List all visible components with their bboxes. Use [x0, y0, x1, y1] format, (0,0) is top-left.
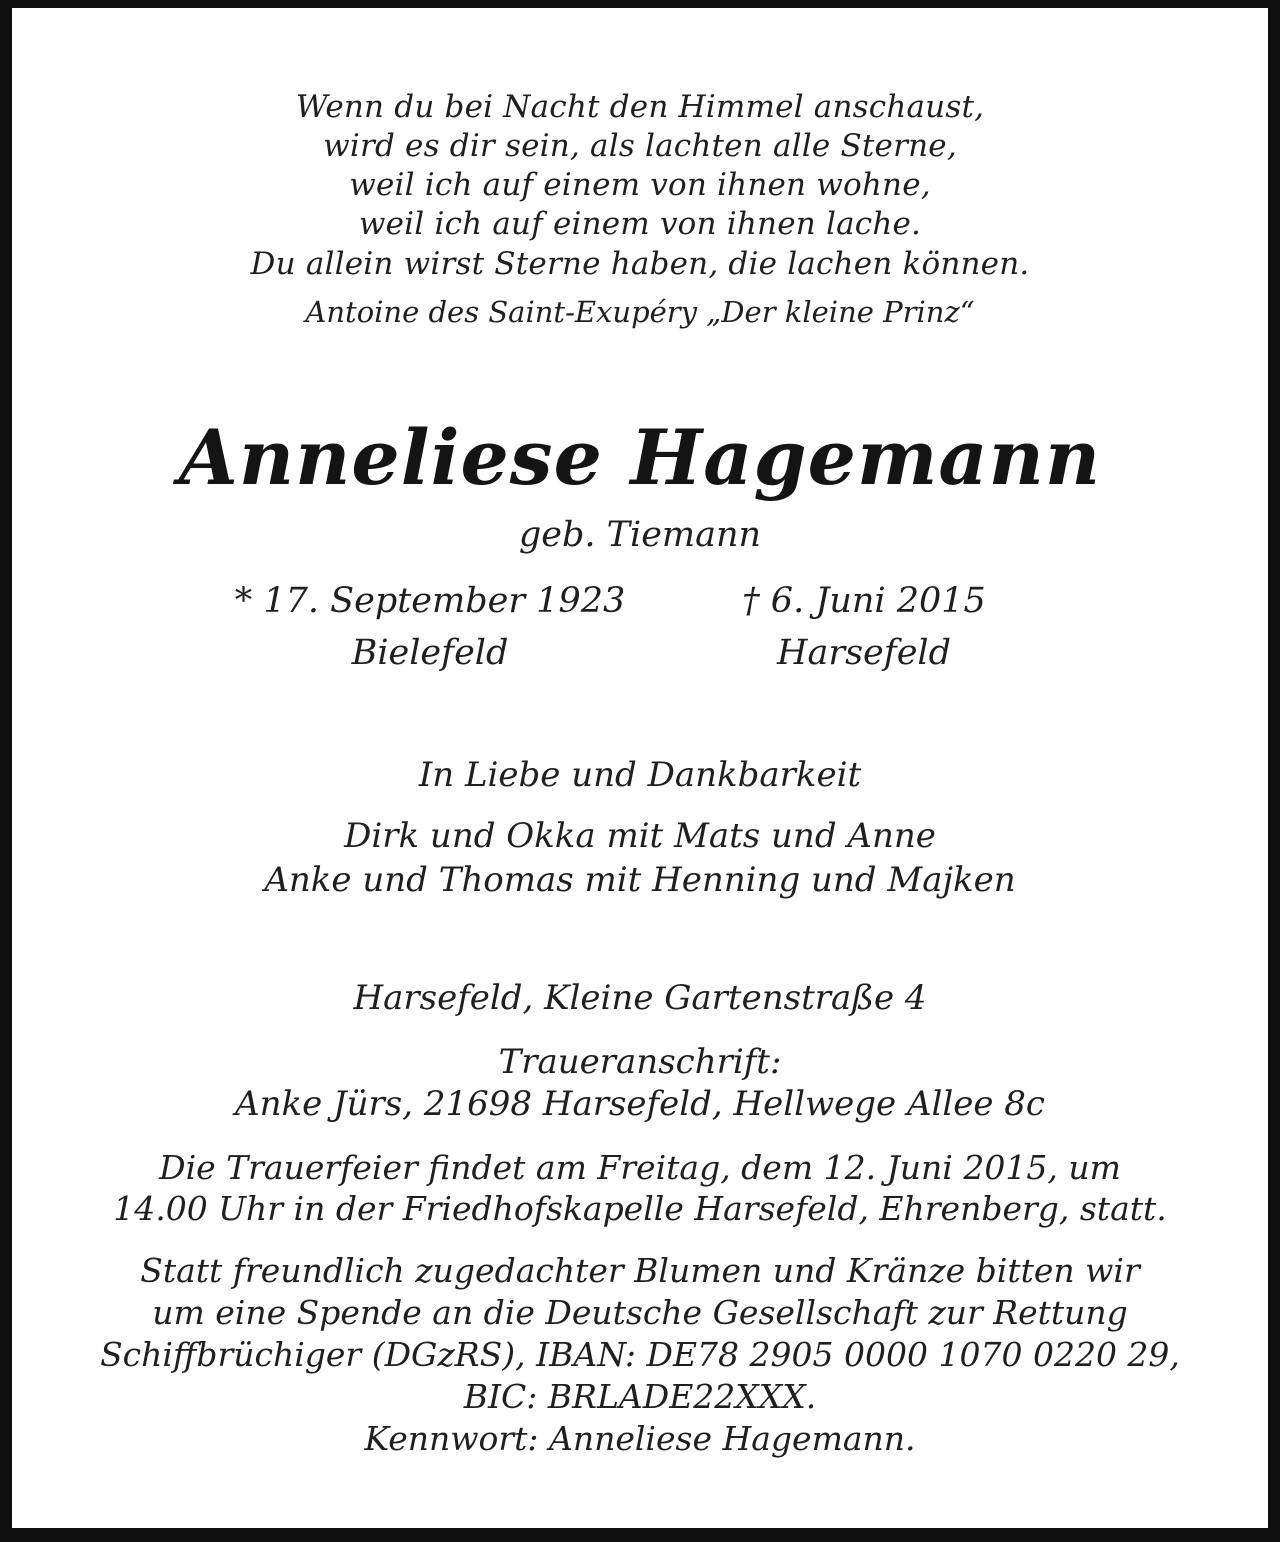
mourners-intro: In Liebe und Dankbarkeit [418, 755, 862, 795]
poem-line: wird es dir sein, als lachten alle Sterne, [323, 128, 957, 164]
donation-line: Statt freundlich zugedachter Blumen und Kränze bitten wir [140, 1251, 1140, 1290]
mourning-address-label: Traueranschrift: [498, 1042, 782, 1082]
poem-line: weil ich auf einem von ihnen wohne, [349, 167, 931, 203]
death-place: Harsefeld [776, 633, 952, 673]
donation-line: BIC: BRLADE22XXX. [463, 1377, 817, 1416]
ceremony-line: Die Trauerfeier findet am Freitag, dem 12. Juni 2015, um [159, 1148, 1121, 1187]
poem-line: Du allein wirst Sterne haben, die lachen können. [250, 246, 1030, 282]
residence-address: Harsefeld, Kleine Gartenstraße 4 [353, 978, 927, 1018]
donation-line: um eine Spende an die Deutsche Gesellschaft zur Rettung [152, 1293, 1128, 1332]
mourner-family: Anke und Thomas mit Henning und Majken [264, 860, 1016, 900]
donation-line: Schiffbrüchiger (DGzRS), IBAN: DE78 2905 0000 1070 0220 29, [100, 1335, 1180, 1374]
donation-line: Kennwort: Anneliese Hagemann. [364, 1419, 916, 1458]
deceased-name: Anneliese Hagemann [178, 413, 1102, 502]
ceremony-line: 14.00 Uhr in der Friedhofskapelle Harsefeld, Ehrenberg, statt. [113, 1189, 1167, 1228]
poem-line: weil ich auf einem von ihnen lache. [358, 206, 922, 242]
birth-date: * 17. September 1923 [234, 581, 626, 621]
mourning-address: Anke Jürs, 21698 Harsefeld, Hellwege Allee 8c [235, 1084, 1045, 1124]
maiden-name: geb. Tiemann [518, 515, 762, 555]
birth-place: Bielefeld [351, 633, 509, 673]
death-date: † 6. Juni 2015 [742, 581, 986, 621]
poem-attribution: Antoine des Saint-Exupéry „Der kleine Prinz“ [305, 295, 975, 329]
poem-line: Wenn du bei Nacht den Himmel anschaust, [295, 89, 985, 125]
mourner-family: Dirk und Okka mit Mats und Anne [344, 816, 936, 856]
